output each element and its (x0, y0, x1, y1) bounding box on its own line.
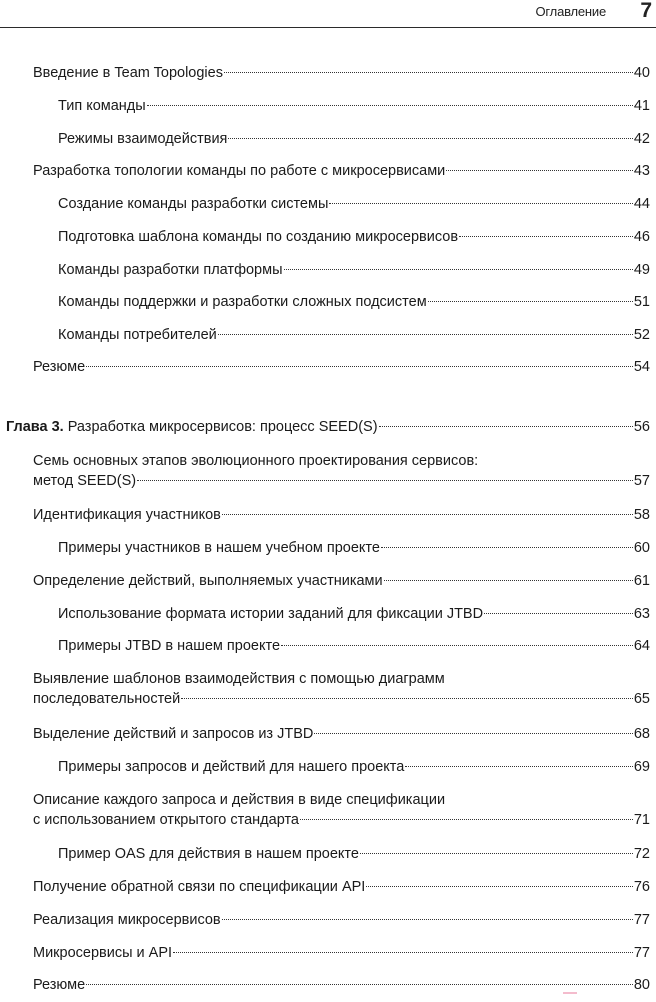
toc-entry[interactable] (33, 724, 650, 744)
toc-entry-title: Создание команды разработки системы (58, 196, 329, 212)
toc-entry-title: Микросервисы и API (33, 945, 173, 961)
toc-entry-page: 69 (633, 759, 650, 775)
dot-leader (147, 104, 633, 106)
dot-leader (137, 479, 633, 481)
toc-entry-page: 46 (633, 229, 650, 245)
toc-entry[interactable] (33, 505, 650, 525)
dot-leader (446, 169, 633, 171)
toc-entry-page: 43 (633, 163, 650, 179)
toc-entry[interactable] (33, 357, 650, 377)
toc-entry-page: 58 (633, 507, 650, 523)
dot-leader (384, 579, 633, 581)
toc-entry-page: 63 (633, 606, 650, 622)
toc-entry-title: Получение обратной связи по спецификации API (33, 879, 366, 895)
dot-leader (459, 235, 633, 237)
toc-entry-page: 61 (633, 573, 650, 589)
toc-entry[interactable] (58, 757, 650, 777)
toc-entry-title: Команды потребителей (58, 327, 217, 343)
toc-entry-title: Команды разработки платформы (58, 262, 283, 278)
toc-entry-page: 54 (633, 359, 650, 375)
toc-entry[interactable] (33, 877, 650, 897)
toc-entry-title: Определение действий, выполняемых участниками (33, 573, 383, 589)
toc-entry-page: 76 (633, 879, 650, 895)
toc-entry[interactable] (58, 325, 650, 345)
dot-leader (314, 732, 632, 734)
toc-entry-page: 80 (633, 977, 650, 993)
toc-entry[interactable] (33, 669, 650, 709)
toc-entry-page: 49 (633, 262, 650, 278)
scan-artifact-mark (563, 992, 577, 1002)
toc-entry-title: с использованием открытого стандарта (33, 812, 299, 828)
toc-entry-page: 56 (633, 419, 650, 435)
dot-leader (366, 885, 633, 887)
toc-entry-title: Подготовка шаблона команды по созданию микросервисов (58, 229, 459, 245)
toc-entry-page: 57 (633, 473, 650, 489)
toc-entry-title: Выделение действий и запросов из JTBD (33, 726, 314, 742)
toc-entry[interactable] (58, 844, 650, 864)
toc-entry[interactable] (33, 451, 650, 491)
toc-entry[interactable] (33, 161, 650, 181)
toc-entry-title: Примеры участников в нашем учебном проекте (58, 540, 380, 556)
toc-entry-page: 64 (633, 638, 650, 654)
toc-entry-title: Идентификация участников (33, 507, 221, 523)
toc-entry-page: 41 (633, 98, 650, 114)
toc-entry-title: Тип команды (58, 98, 146, 114)
dot-leader (86, 983, 633, 985)
toc-entry[interactable] (33, 975, 650, 995)
toc-entry-page: 71 (633, 812, 650, 828)
toc-entry-title: Примеры JTBD в нашем проекте (58, 638, 281, 654)
dot-leader (428, 300, 633, 302)
toc-chapter-entry[interactable] (6, 417, 650, 437)
dot-leader (218, 333, 633, 335)
dot-leader (360, 852, 633, 854)
toc-entry-title: последовательностей (33, 691, 181, 707)
toc-entry[interactable] (58, 260, 650, 280)
toc-entry-title-line1: Описание каждого запроса и действия в виде спецификации (33, 792, 446, 808)
toc-entry[interactable] (58, 227, 650, 247)
dot-leader (228, 137, 632, 139)
dot-leader (222, 918, 633, 920)
toc-entry[interactable] (58, 292, 650, 312)
toc-entry-page: 60 (633, 540, 650, 556)
toc-entry-title: Команды поддержки и разработки сложных подсистем (58, 294, 427, 310)
dot-leader (173, 951, 633, 953)
toc-entry-page: 44 (633, 196, 650, 212)
toc-entry-title: Разработка топологии команды по работе с микросервисами (33, 163, 446, 179)
running-title: Оглавление (535, 4, 606, 19)
page-number: 7 (640, 0, 652, 22)
page-header (0, 0, 656, 26)
toc-entry[interactable] (58, 636, 650, 656)
toc-entry-title: Резюме (33, 977, 86, 993)
toc-entry[interactable] (58, 604, 650, 624)
toc-entry-page: 65 (633, 691, 650, 707)
toc-entry-page: 51 (633, 294, 650, 310)
toc-entry[interactable] (58, 194, 650, 214)
toc-entry[interactable] (58, 129, 650, 149)
toc-entry-title: Пример OAS для действия в нашем проекте (58, 846, 359, 862)
toc-entry-title: Режимы взаимодействия (58, 131, 228, 147)
toc-entry-page: 52 (633, 327, 650, 343)
dot-leader (86, 365, 633, 367)
dot-leader (281, 644, 633, 646)
dot-leader (300, 818, 633, 820)
toc-entry[interactable] (33, 943, 650, 963)
toc-entry-page: 42 (633, 131, 650, 147)
toc-entry-page: 40 (633, 65, 650, 81)
toc-entry-title-line1: Семь основных этапов эволюционного проектирования сервисов: (33, 453, 479, 469)
dot-leader (224, 71, 633, 73)
dot-leader (284, 268, 633, 270)
toc-entry-title: Введение в Team Topologies (33, 65, 223, 81)
dot-leader (381, 546, 633, 548)
chapter-label: Глава 3. (6, 419, 64, 435)
toc-entry-page: 77 (633, 912, 650, 928)
toc-entry[interactable] (33, 790, 650, 830)
toc-entry[interactable] (58, 538, 650, 558)
toc-entry-title: Примеры запросов и действий для нашего проекта (58, 759, 405, 775)
toc-entry-title: Использование формата истории заданий для фиксации JTBD (58, 606, 484, 622)
toc-entry-title: Резюме (33, 359, 86, 375)
dot-leader (222, 513, 633, 515)
toc-entry[interactable] (33, 63, 650, 83)
dot-leader (405, 765, 633, 767)
dot-leader (379, 425, 633, 427)
toc-entry-title-line1: Выявление шаблонов взаимодействия с помощью диаграмм (33, 671, 445, 687)
toc-entry-page: 77 (633, 945, 650, 961)
toc-entry-page: 72 (633, 846, 650, 862)
dot-leader (181, 697, 633, 699)
toc-entry-title: Реализация микросервисов (33, 912, 221, 928)
toc-entry-page: 68 (633, 726, 650, 742)
toc-entry[interactable] (58, 96, 650, 116)
toc-entry[interactable] (33, 910, 650, 930)
toc-entry[interactable] (33, 571, 650, 591)
toc-entry-title: Разработка микросервисов: процесс SEED(S) (67, 419, 378, 435)
header-rule (0, 27, 656, 28)
dot-leader (484, 612, 633, 614)
dot-leader (329, 202, 632, 204)
toc-entry-title: метод SEED(S) (33, 473, 137, 489)
